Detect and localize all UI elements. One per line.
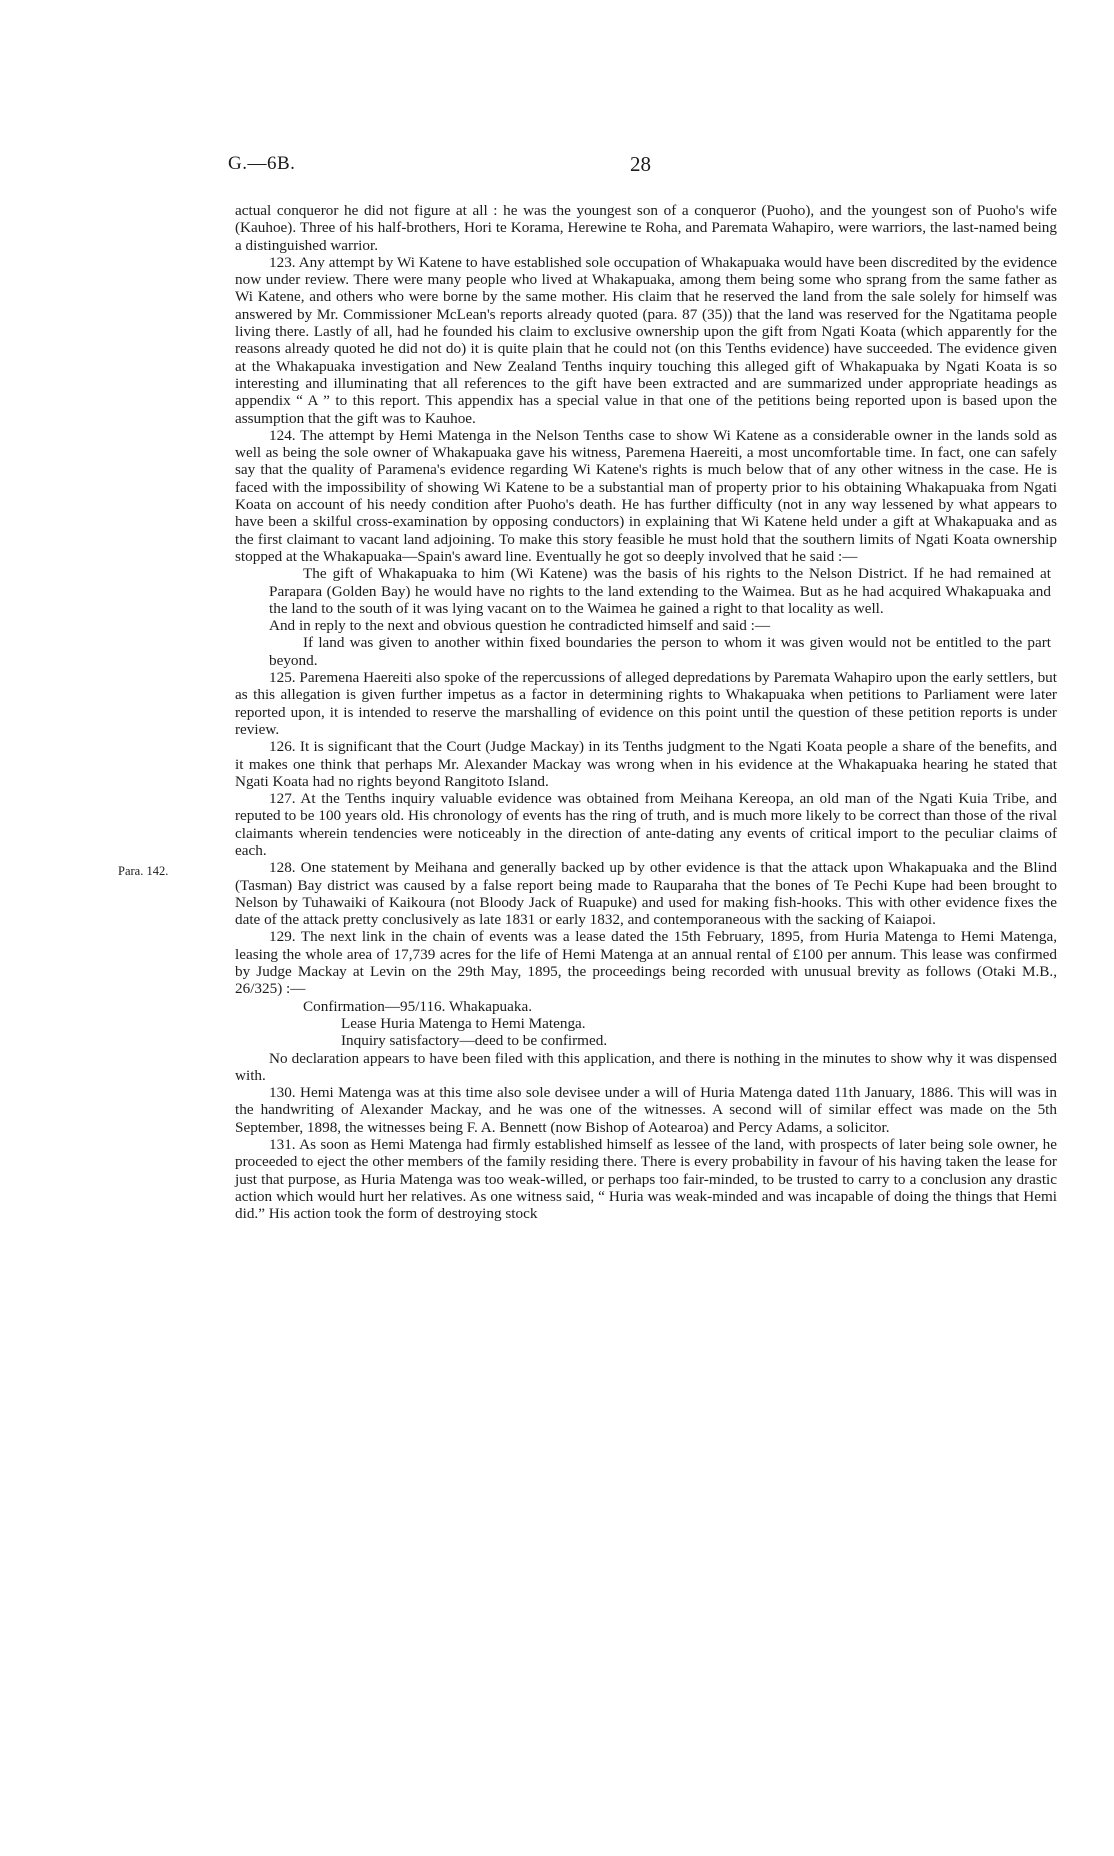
confirmation-line: Inquiry satisfactory—deed to be confirmed. — [341, 1032, 608, 1050]
paragraph-130: 130. Hemi Matenga was at this time also sole devisee under a will of Huria Matenga dated 11th January, 1886. This will was in the handwriting of Alexander Mackay, and he was one of the witnesses. A second will of similar effect was made on the 5th September, 1898, the witnesses being F. A. Bennett (now Bishop of Aotearoa) and Percy Adams, a solicitor. — [235, 1084, 1057, 1136]
paragraph-129: 129. The next link in the chain of events was a lease dated the 15th February, 1895, from Huria Matenga to Hemi Matenga, leasing the whole area of 17,739 acres for the life of Hemi Matenga at an annual rental of £100 per annum. This lease was confirmed by Judge Mackay at Levin on the 29th May, 1895, the proceedings being recorded with unusual brevity as follows (Otaki M.B., 26/325) :— — [235, 928, 1057, 998]
page-number: 28 — [630, 152, 651, 176]
block-quote: If land was given to another within fixed boundaries the person to whom it was given would not be entitled to the part beyond. — [269, 634, 1051, 669]
paragraph-126: 126. It is significant that the Court (Judge Mackay) in its Tenths judgment to the Ngati Koata people a share of the benefits, and it makes one think that perhaps Mr. Alexander Mackay was wrong when in his evidence at the Whakapuaka hearing he stated that Ngati Koata had no rights beyond Rangitoto Island. — [235, 738, 1057, 790]
confirmation-line: Lease Huria Matenga to Hemi Matenga. — [341, 1014, 586, 1032]
document-reference: G.—6B. — [228, 153, 296, 174]
paragraph-123: 123. Any attempt by Wi Katene to have established sole occupation of Whakapuaka would have been discredited by the evidence now under review. There were many people who lived at Whakapuaka, among them being some who sprang from the same father as Wi Katene, and others who were borne by the same mother. His claim that he reserved the land from the sale solely for himself was answered by Mr. Commissioner McLean's reports already quoted (para. 87 (35)) that the land was reserved for the Ngatitama people living there. Lastly of all, had he founded his claim to exclusive ownership upon the gift from Ngati Koata (which apparently for the reasons already quoted he did not do) it is quite plain that he could not (on this Tenths evidence) have succeeded. The evidence given at the Whakapuaka investigation and New Zealand Tenths inquiry touching this alleged gift of Whakapuaka by Ngati Koata is so interesting and illuminating that all references to the gift have been extracted and are summarized under appropriate headings as appendix “ A ” to this report. This appendix has a special value in that one of the petitions being reported upon is based upon the assumption that the gift was to Kauhoe. — [235, 253, 1057, 427]
paragraph: actual conqueror he did not figure at all : he was the youngest son of a conqueror (Puoho), and the youngest son of Puoho's wife (Kauhoe). Three of his half-brothers, Hori te Korama, Herewine te Roha, and Paremata Wahapiro, were warriors, the last-named being a distinguished warrior. — [235, 202, 1057, 254]
reply-line: And in reply to the next and obvious question he contradicted himself and said :— — [269, 617, 771, 635]
paragraph: No declaration appears to have been filed with this application, and there is nothing in the minutes to show why it was dispensed with. — [235, 1049, 1057, 1084]
paragraph-125: 125. Paremena Haereiti also spoke of the repercussions of alleged depredations by Paremata Wahapiro upon the early settlers, but as this allegation is given further impetus as a factor in determining rights to Whakapuaka when petitions to Parliament were later reported upon, it is intended to reserve the marshalling of evidence on this point until the question of these petition reports is under review. — [235, 669, 1057, 738]
paragraph-124: 124. The attempt by Hemi Matenga in the Nelson Tenths case to show Wi Katene as a considerable owner in the lands sold as well as being the sole owner of Whakapuaka gave his witness, Paremena Haereiti, a most uncomfortable time. In fact, one can safely say that the quality of Paramena's evidence regarding Wi Katene's rights is much below that of any other witness in the case. He is faced with the impossibility of showing Wi Katene to be a substantial man of property prior to his obtaining Whakapuaka from Ngati Koata on account of his needy condition after Puoho's death. He has further difficulty (not in any way lessened by what appears to have been a skilful cross-examination by opposing conductors) in explaining that Wi Katene held under a gift at Whakapuaka and as the first claimant to vacant land adjoining. To make this story feasible he must hold that the southern limits of Ngati Koata ownership stopped at the Whakapuaka—Spain's award line. Eventually he got so deeply involved that he said :— — [235, 426, 1057, 565]
body-text — [235, 202, 1057, 1223]
paragraph-131: 131. As soon as Hemi Matenga had firmly established himself as lessee of the land, with prospects of later being sole owner, he proceeded to eject the other members of the family residing there. There is every probability in favour of his having taken the lease for just that purpose, as Huria Matenga was too weak-willed, or perhaps too fair-minded, to be trusted to carry to a conclusion any drastic action which would hurt her relatives. As one witness said, “ Huria was weak-minded and was incapable of doing the things that Hemi did.” His action took the form of destroying stock — [235, 1136, 1057, 1223]
paragraph-128: 128. One statement by Meihana and generally backed up by other evidence is that the attack upon Whakapuaka and the Blind (Tasman) Bay district was caused by a false report being made to Rauparaha that the bones of Te Pechi Kupe had been brought to Nelson by Tuhawaiki of Kaikoura (not Bloody Jack of Ruapuke) and used for making fish-hooks. This with other evidence fixes the date of the attack pretty conclusively as late 1831 or early 1832, and contemporaneous with the sacking of Kaiapoi. — [235, 859, 1057, 929]
paragraph-127: 127. At the Tenths inquiry valuable evidence was obtained from Meihana Kereopa, an old man of the Ngati Kuia Tribe, and reputed to be 100 years old. His chronology of events has the ring of truth, and is much more likely to be correct than those of the rival claimants wherein tendencies were noticeably in the direction of ante-dating any events of critical import to the peculiar claims of each. — [235, 790, 1057, 859]
confirmation-heading: Confirmation—95/116. Whakapuaka. — [303, 997, 533, 1015]
block-quote: The gift of Whakapuaka to him (Wi Katene) was the basis of his rights to the Nelson District. If he had remained at Parapara (Golden Bay) he would have no rights to the land extending to the Waimea. But as he had acquired Whakapuaka and the land to the south of it was lying vacant on to the Waimea he gained a right to that locality as well. — [269, 565, 1051, 617]
margin-note: Para. 142. — [118, 864, 169, 878]
